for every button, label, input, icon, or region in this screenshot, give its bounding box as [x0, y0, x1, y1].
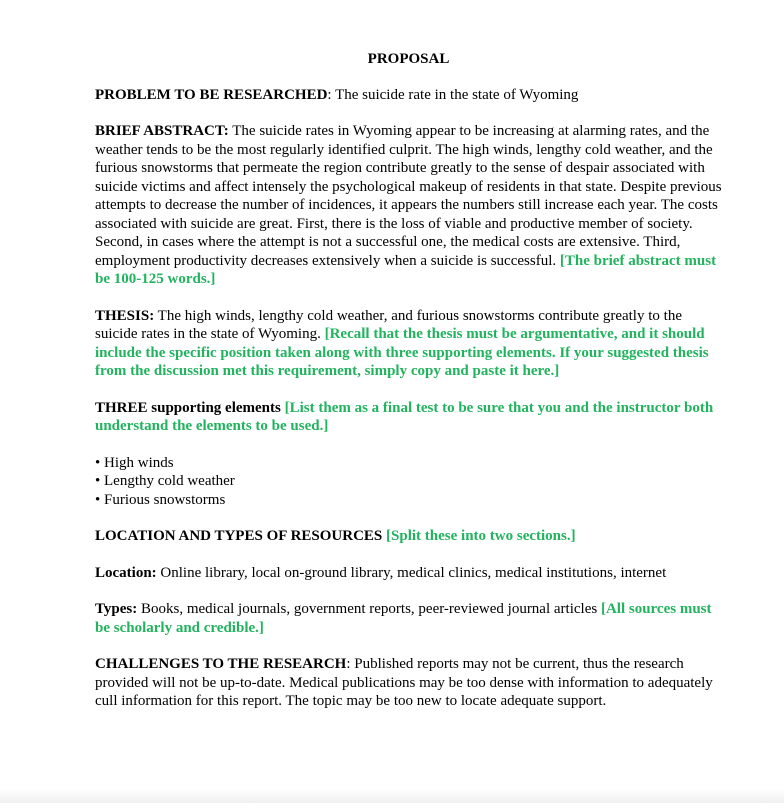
location-label: Location:	[95, 564, 157, 581]
list-item: • Furious snowstorms	[95, 491, 722, 510]
abstract-note: [The brief abstract must be 100-125 words.]	[95, 252, 717, 287]
supporting-section	[95, 399, 722, 436]
abstract-text: The suicide rates in Wyoming appear to be increasing at alarming rates, and the weather tends to be the most regularly identified culprit. The high winds, lengthy cold weather, and the furious snowstorms that permeate the region contribute greatly to the sense of despair associated with suicide victims and affect intensely the psychological makeup of residents in that state. Despite previous attempts to decrease the number of incidences, it appears the numbers still increase each year. The costs associated with suicide are great. First, there is the loss of viable and productive member of society. Second, in cases where the attempt is not a successful one, the medical costs are extensive. Third, employment productivity decreases extensively when a suicide is successful.	[95, 123, 722, 269]
resources-section	[95, 527, 722, 546]
problem-section	[95, 86, 722, 105]
abstract-label: BRIEF ABSTRACT:	[95, 123, 229, 139]
challenges-label: CHALLENGES TO THE RESEARCH	[95, 656, 347, 672]
supporting-label: THREE supporting elements	[95, 399, 281, 416]
problem-label: PROBLEM TO BE RESEARCHED	[95, 86, 328, 103]
location-text: Online library, local on-ground library, medical clinics, medical institutions, internet	[156, 564, 667, 581]
supporting-list	[95, 454, 722, 510]
types-text: Books, medical journals, government reports, peer-reviewed journal articles	[137, 601, 601, 617]
challenges-text: : Published reports may not be current, thus the research provided will not be up-to-date. Medical publications may be too dense with information to adequately cull information for this report. The topic may be too new to locate adequate support.	[95, 656, 713, 709]
list-item: • High winds	[95, 454, 722, 473]
types-note: [All sources must be scholarly and credible.]	[95, 601, 712, 636]
page-bottom-shadow	[0, 789, 784, 803]
resources-note: [Split these into two sections.]	[382, 528, 576, 544]
thesis-label: THESIS:	[95, 307, 155, 324]
list-item: • Lengthy cold weather	[95, 472, 722, 491]
document-title: PROPOSAL	[367, 51, 450, 67]
thesis-note: [Recall that the thesis must be argumentative, and it should include the specific position taken along with three supporting elements. If your suggested thesis from the discussion met this requirement, simply copy and paste it here.]	[95, 326, 709, 379]
types-section	[95, 600, 722, 637]
problem-text: : The suicide rate in the state of Wyoming	[327, 86, 579, 103]
thesis-text: The high winds, lengthy cold weather, and furious snowstorms contribute greatly to the suicide rates in the state of Wyoming.	[95, 307, 682, 342]
abstract-section	[95, 122, 722, 289]
challenges-section	[95, 655, 722, 711]
location-section	[95, 564, 722, 583]
thesis-section	[95, 307, 722, 381]
resources-label: LOCATION AND TYPES OF RESOURCES	[95, 528, 383, 544]
types-label: Types:	[95, 601, 138, 617]
supporting-note: [List them as a final test to be sure that you and the instructor both understand the elements to be used.]	[95, 399, 714, 434]
